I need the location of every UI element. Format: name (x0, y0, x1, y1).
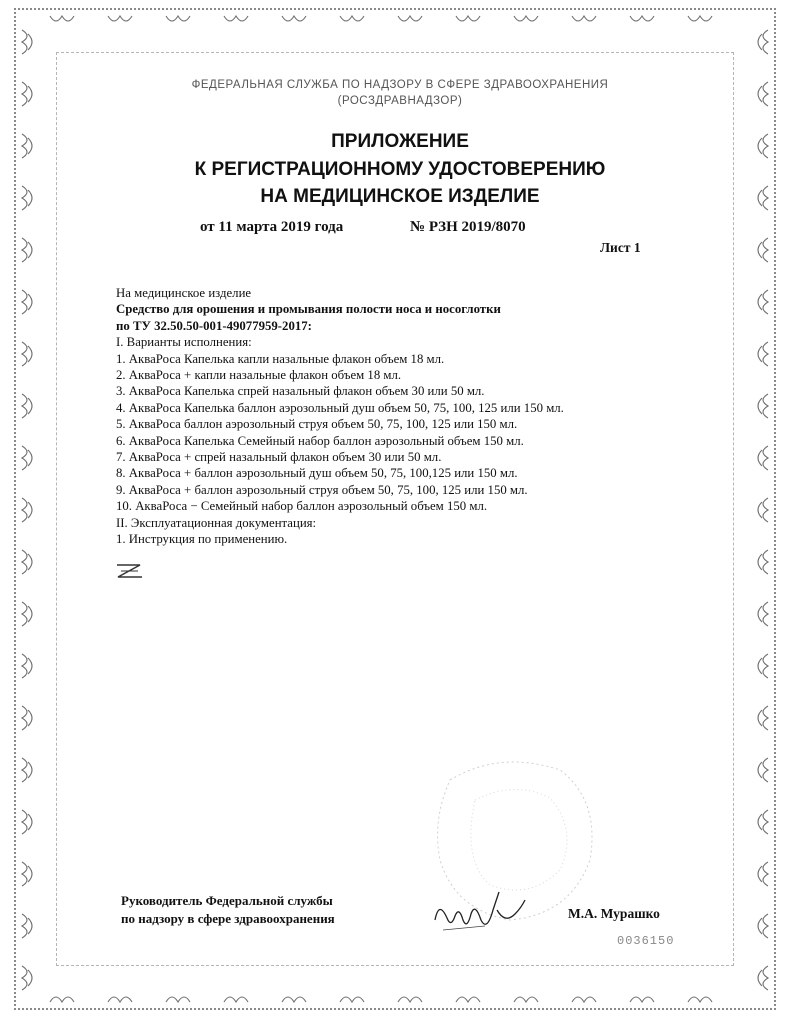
border-motif (456, 16, 480, 21)
border-motif (166, 16, 190, 21)
border-motif (108, 997, 132, 1002)
signer-title-line-2: по надзору в сфере здравоохранения (121, 911, 335, 926)
signer-name: М.А. Мурашко (568, 906, 660, 921)
border-motif (22, 186, 32, 210)
border-motif (22, 602, 32, 626)
border-motif (758, 238, 768, 262)
border-motif (166, 997, 190, 1002)
border-motif (22, 966, 32, 990)
variant-item: 4. АкваРоса Капелька баллон аэрозольный душ объем 50, 75, 100, 125 или 150 мл. (116, 400, 564, 415)
certificate-date: от 11 марта 2019 года (200, 219, 344, 235)
border-motif (758, 134, 768, 158)
border-motif (456, 997, 480, 1002)
variant-item: 10. АкваРоса − Семейный набор баллон аэрозольный объем 150 мл. (116, 499, 488, 514)
border-motif (758, 30, 768, 54)
border-motif (22, 862, 32, 886)
border-motif (22, 238, 32, 262)
border-motif (758, 394, 768, 418)
border-motif (22, 654, 32, 678)
border-motif (282, 997, 306, 1002)
intro-text: На медицинское изделие (116, 286, 252, 300)
border-motif (758, 446, 768, 470)
border-motif (758, 498, 768, 522)
border-motif (340, 997, 364, 1002)
border-motif (688, 997, 712, 1002)
border-motif (758, 82, 768, 106)
border-motif (22, 810, 32, 834)
border-motif (22, 394, 32, 418)
border-motif (282, 16, 306, 21)
border-motif (630, 997, 654, 1002)
border-motif (50, 16, 74, 21)
border-motif (758, 602, 768, 626)
title-line-3: НА МЕДИЦИНСКОЕ ИЗДЕЛИЕ (260, 186, 540, 207)
title-line-2: К РЕГИСТРАЦИОННОМУ УДОСТОВЕРЕНИЮ (194, 159, 606, 180)
border-motif (758, 810, 768, 834)
border-motif (22, 30, 32, 54)
variant-item: 8. АкваРоса + баллон аэрозольный душ объем 50, 75, 100,125 или 150 мл. (116, 466, 518, 481)
border-motif (758, 290, 768, 314)
signature (425, 880, 535, 940)
form-serial-number: 0036150 (617, 934, 675, 948)
variant-item: 6. АкваРоса Капелька Семейный набор баллон аэрозольный объем 150 мл. (116, 433, 524, 448)
border-motif (398, 16, 422, 21)
border-motif (758, 342, 768, 366)
border-motif (22, 498, 32, 522)
document-body (116, 285, 676, 548)
variant-item: 9. АкваРоса + баллон аэрозольный струя объем 50, 75, 100, 125 или 150 мл. (116, 482, 528, 497)
variant-item: 1. АкваРоса Капелька капли назальные флакон объем 18 мл. (116, 351, 445, 366)
signer-title-line-1: Руководитель Федеральной службы (121, 893, 333, 908)
product-spec: по ТУ 32.50.50-001-49077959-2017: (116, 318, 312, 333)
border-motif (224, 16, 248, 21)
title-line-1: ПРИЛОЖЕНИЕ (331, 131, 469, 152)
border-motif (22, 706, 32, 730)
variant-item: 5. АкваРоса баллон аэрозольный струя объем 50, 75, 100, 125 или 150 мл. (116, 417, 518, 432)
border-motif (758, 862, 768, 886)
border-motif (688, 16, 712, 21)
border-motif (22, 550, 32, 574)
certificate-number: № РЗН 2019/8070 (410, 219, 526, 235)
border-motif (758, 966, 768, 990)
border-motif (398, 997, 422, 1002)
border-motif (572, 16, 596, 21)
border-motif (22, 290, 32, 314)
variant-item: 2. АкваРоса + капли назальные флакон объем 18 мл. (116, 368, 402, 383)
border-motif (630, 16, 654, 21)
border-motif (22, 446, 32, 470)
section-docs-heading: II. Эксплуатационная документация: (116, 515, 317, 530)
border-motif (22, 82, 32, 106)
border-motif (50, 997, 74, 1002)
border-motif (22, 134, 32, 158)
border-motif (514, 997, 538, 1002)
z-closure-mark (112, 560, 148, 582)
border-motif (758, 914, 768, 938)
border-motif (572, 997, 596, 1002)
sheet-number: Лист 1 (600, 240, 641, 255)
section-variants-heading: I. Варианты исполнения: (116, 335, 252, 350)
agency-short-name: (РОСЗДРАВНАДЗОР) (337, 95, 463, 107)
border-motif (758, 758, 768, 782)
border-motif (758, 550, 768, 574)
product-name: Средство для орошения и промывания полости носа и носоглотки (116, 302, 501, 317)
variant-item: 3. АкваРоса Капелька спрей назальный флакон объем 30 или 50 мл. (116, 384, 485, 399)
border-motif (22, 342, 32, 366)
variant-item: 7. АкваРоса + спрей назальный флакон объем 30 или 50 мл. (116, 450, 442, 465)
border-motif (224, 997, 248, 1002)
border-motif (22, 914, 32, 938)
border-motif (758, 654, 768, 678)
border-motif (514, 16, 538, 21)
border-motif (758, 706, 768, 730)
agency-name: ФЕДЕРАЛЬНАЯ СЛУЖБА ПО НАДЗОРУ В СФЕРЕ ЗДРАВООХРАНЕНИЯ (191, 79, 609, 91)
docs-item: 1. Инструкция по применению. (116, 532, 288, 547)
signer-title (121, 892, 335, 928)
border-motif (22, 758, 32, 782)
border-motif (108, 16, 132, 21)
border-motif (340, 16, 364, 21)
border-motif (758, 186, 768, 210)
